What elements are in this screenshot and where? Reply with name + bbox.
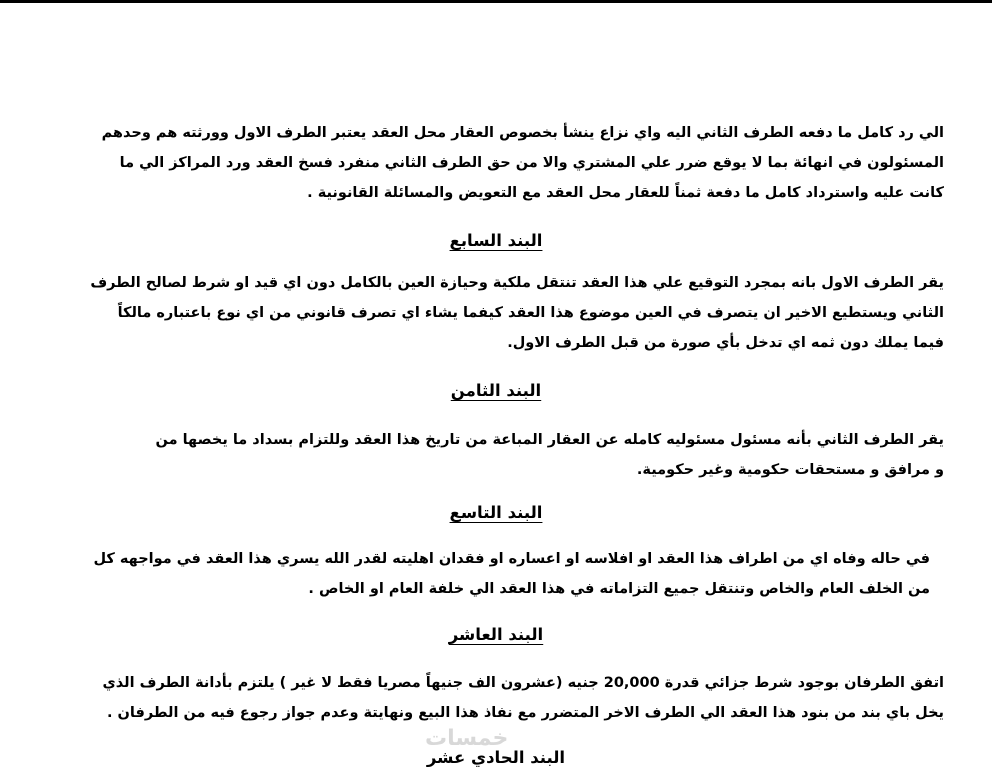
paragraph-line: يقر الطرف الاول بانه بمجرد التوقيع علي هذا العقد تنتقل ملكية وحيازة العين بالكامل دون اي قيد او شرط لصالح الطرف	[90, 275, 944, 291]
paragraph-line: فيما يملك دون ثمه اي تدخل بأي صورة من قبل الطرف الاول.	[507, 335, 944, 351]
section-heading-eighth: البند الثامن	[450, 381, 542, 400]
paragraph-line: كانت عليه واسترداد كامل ما دفعة ثمناً للعقار محل العقد مع التعويض والمسائلة القانونية .	[307, 185, 944, 201]
section-heading-ninth: البند التاسع	[449, 503, 543, 522]
paragraph-line: في حاله وفاه اي من اطراف هذا العقد او افلاسه او اعساره او فقدان اهليته لقدر الله يسري هذا العقد في مواجهه كل	[93, 551, 930, 567]
paragraph-line: و مرافق و مستحقات حكومية وغير حكومية.	[636, 462, 944, 478]
section-heading-seventh: البند السابع	[449, 231, 543, 250]
paragraph-line: الثاني ويستطيع الاخير ان يتصرف في العين موضوع هذا العقد كيفما يشاء اي تصرف قانوني من اي نوع باعتباره مالكاً	[117, 305, 944, 321]
intro-paragraph	[44, 118, 944, 208]
section-eighth-paragraph	[44, 425, 944, 485]
watermark-logo: خمسات	[425, 726, 509, 751]
section-heading-eleventh-partial: البند الحادي عشر	[426, 748, 566, 767]
section-seventh-paragraph	[44, 268, 944, 358]
paragraph-line: المسئولون في انهائة بما لا يوقع ضرر علي المشتري والا من حق الطرف الثاني منفرد فسخ العقد ورد المراكز الي ما	[119, 155, 944, 171]
section-tenth-paragraph	[44, 668, 944, 728]
paragraph-line: من الخلف العام والخاص وتنتقل جميع التزاماته في هذا العقد الي خلفة العام او الخاص .	[308, 581, 930, 597]
paragraph-line: يخل باي بند من بنود هذا العقد الي الطرف الاخر المتضرر مع نفاذ هذا البيع ونهايتة وعدم جواز رجوع فيه من الطرفان .	[106, 705, 944, 721]
top-border	[0, 0, 992, 3]
paragraph-line: اتفق الطرفان بوجود شرط جزائي قدرة 20,000 جنيه (عشرون الف جنيهاً مصريا فقط لا غير ) يلتزم بأدانة الطرف الذي	[102, 675, 944, 691]
section-ninth-paragraph	[30, 544, 930, 604]
paragraph-line: الي رد كامل ما دفعه الطرف الثاني اليه واي نزاع ينشأ بخصوص العقار محل العقد يعتبر الطرف الاول وورثته هم وحدهم	[101, 125, 944, 141]
paragraph-line: يقر الطرف الثاني بأنه مسئول مسئوليه كامله عن العقار المباعة من تاريخ هذا العقد وللتزام بسداد ما يخصها من	[155, 432, 944, 448]
section-heading-tenth: البند العاشر	[448, 625, 544, 644]
